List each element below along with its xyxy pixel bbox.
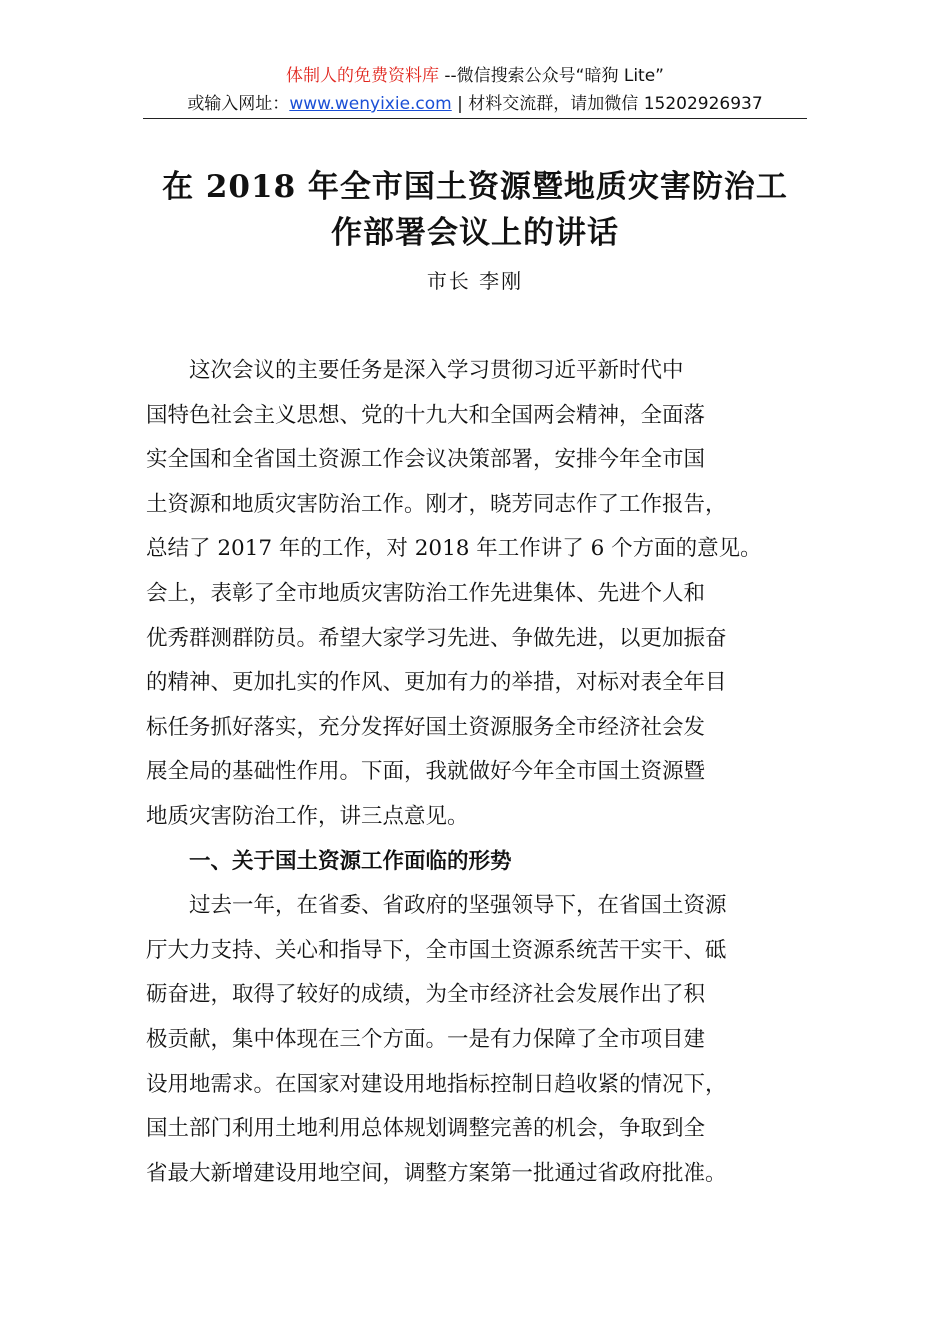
page-header [0,64,950,116]
text-line: 会上，表彰了全市地质灾害防治工作先进集体、先进个人和 [146,580,706,606]
text-line: 实全国和全省国土资源工作会议决策部署，安排今年全市国 [146,447,706,473]
author-line: 市长 李刚 [426,269,524,293]
header-tagline: --微信搜索公众号“暗狗 Lite” [438,66,664,86]
paragraph-2 [146,884,810,1196]
text-line: 过去一年，在省委、省政府的坚强领导下，在省国土资源 [189,893,727,919]
text-line: 省最大新增建设用地空间，调整方案第一批通过省政府批准。 [146,1160,727,1186]
title-line-2: 作部署会议上的讲话 [331,215,619,251]
title-line-1: 在 2018 年全市国土资源暨地质灾害防治工 [162,169,788,205]
text-line: 地质灾害防治工作，讲三点意见。 [146,803,469,829]
section-heading-1: 一、关于国土资源工作面临的形势 [189,848,512,874]
text-line: 国特色社会主义思想、党的十九大和全国两会精神，全面落 [146,402,706,428]
header-url-prefix: 或输入网址： [187,94,290,114]
paragraph-1 [146,349,810,840]
document-title [143,164,807,256]
text-line: 土资源和地质灾害防治工作。刚才，晓芳同志作了工作报告， [146,491,727,517]
header-line-1 [0,64,950,88]
header-url-link[interactable]: www.wenyixie.com [289,94,452,114]
text-line: 标任务抓好落实，充分发挥好国土资源服务全市经济社会发 [146,714,706,740]
text-line: 厅大力支持、关心和指导下，全市国土资源系统苦干实干、砥 [146,937,727,963]
text-line: 设用地需求。在国家对建设用地指标控制日趋收紧的情况下， [146,1071,727,1097]
text-line: 总结了 2017 年的工作，对 2018 年工作讲了 6 个方面的意见。 [146,536,762,562]
text-line: 的精神、更加扎实的作风、更加有力的举措，对标对表全年目 [146,670,727,696]
document-body [146,349,810,1196]
header-line-2 [0,92,950,116]
text-line: 优秀群测群防员。希望大家学习先进、争做先进，以更加振奋 [146,625,727,651]
header-brand: 体制人的免费资料库 [285,66,439,86]
text-line: 极贡献，集中体现在三个方面。一是有力保障了全市项目建 [146,1026,706,1052]
header-divider [143,118,807,119]
text-line: 展全局的基础性作用。下面，我就做好今年全市国土资源暨 [146,759,706,785]
text-line: 砺奋进，取得了较好的成绩，为全市经济社会发展作出了积 [146,982,706,1008]
text-line: 国土部门利用土地利用总体规划调整完善的机会，争取到全 [146,1116,706,1142]
header-contact: | 材料交流群，请加微信 15202926937 [451,94,763,114]
text-line: 这次会议的主要任务是深入学习贯彻习近平新时代中 [189,358,684,383]
